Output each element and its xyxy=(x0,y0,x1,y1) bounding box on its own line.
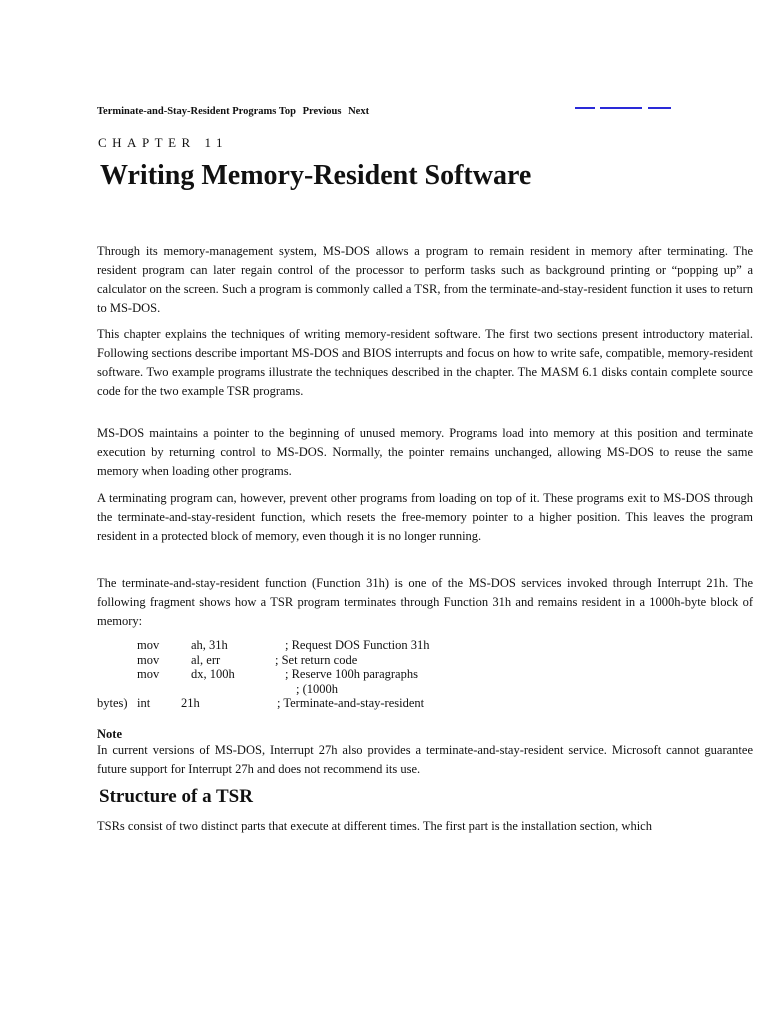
next-link[interactable]: Next xyxy=(348,106,370,117)
chapter-title: Writing Memory-Resident Software xyxy=(100,160,532,191)
code-fragment xyxy=(97,638,753,711)
previous-link[interactable]: Previous xyxy=(302,106,342,117)
section-title: Structure of a TSR xyxy=(99,786,253,807)
note-text: In current versions of MS-DOS, Interrupt 27h also provides a terminate-and-stay-resident service. Microsoft cannot guarantee future support for Interrupt 27h and does not recommend its use. xyxy=(97,743,753,776)
paragraph-memory-pointer: MS-DOS maintains a pointer to the beginning of unused memory. Programs load into memory at this position and terminate execution by returning control to MS-DOS. Normally, the pointer remains unchanged, allowing MS-DOS to reuse the same memory when loading other programs. xyxy=(97,426,753,478)
top-link-underline[interactable] xyxy=(575,107,595,109)
paragraph-terminating-program: A terminating program can, however, prevent other programs from loading on top of it. These programs exit to MS-DOS through the terminate-and-stay-resident function, which resets the free-memory pointer to a higher position. This leaves the program resident in a protected block of memory, even though it is no longer running. xyxy=(97,491,753,543)
paragraph-chapter-overview: This chapter explains the techniques of writing memory-resident software. The first two sections present introductory material. Following sections describe important MS-DOS and BIOS interrupts and focus on how to write safe, compatible, memory-resident software. Two example programs illustrate the techniques described in the chapter. The MASM 6.1 disks contain complete source code for the two example TSR programs. xyxy=(97,327,753,398)
breadcrumb: Terminate-and-Stay-Resident Programs xyxy=(97,106,277,117)
next-link-underline[interactable] xyxy=(648,107,671,109)
section-text: TSRs consist of two distinct parts that execute at different times. The first part is the installation section, which xyxy=(97,819,652,833)
top-link[interactable]: Top xyxy=(278,106,296,117)
previous-link-underline[interactable] xyxy=(600,107,642,109)
code-line: ; (1000h xyxy=(296,681,339,696)
code-line: mov al, err ; Set return code xyxy=(137,652,358,667)
paragraph-function-31h: The terminate-and-stay-resident function (Function 31h) is one of the MS-DOS services invoked through Interrupt 21h. The following fragment shows how a TSR program terminates through Function 31h and remains resident in a 1000h-byte block of memory: xyxy=(97,576,753,628)
code-line: mov dx, 100h ; Reserve 100h paragraphs xyxy=(137,667,418,681)
chapter-label: CHAPTER 11 xyxy=(98,135,228,150)
code-line: mov ah, 31h ; Request DOS Function 31h xyxy=(137,638,430,652)
top-navigation xyxy=(97,106,373,117)
note-heading: Note xyxy=(97,727,122,741)
code-line: bytes) int 21h ; Terminate-and-stay-resident xyxy=(97,696,425,710)
paragraph-intro: Through its memory-management system, MS-DOS allows a program to remain resident in memory after terminating. The resident program can later regain control of the processor to perform tasks such as background printing or “popping up” a calculator on the screen. Such a program is commonly called a TSR, from the terminate-and-stay-resident function it uses to return to MS-DOS. xyxy=(97,244,753,315)
